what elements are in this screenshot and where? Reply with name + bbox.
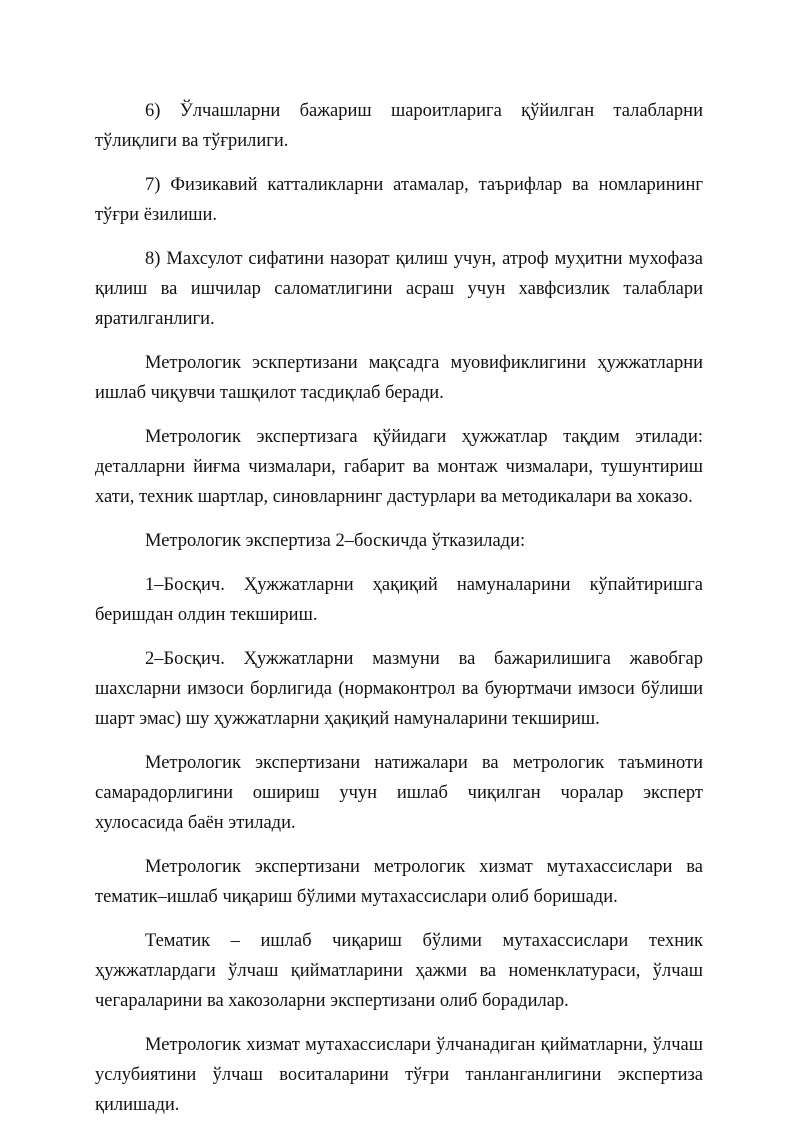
paragraph-requirement-6: 6) Ўлчашларни бажариш шароитларига қўйилган талабларни тўлиқлиги ва тўғрилиги. (95, 101, 703, 151)
paragraph-results: Метрологик экспертизани натижалари ва метрологик таъминоти самарадорлигини ошириш учун ишлаб чиқилган чоралар эксперт хулосасида баён этилади. (95, 753, 703, 833)
paragraph-requirement-8: 8) Махсулот сифатини назорат қилиш учун, атроф муҳитни мухофаза қилиш ва ишчилар саломатлигини асраш учун хавфсизлик талаблари яратилганлиги. (95, 249, 703, 329)
paragraph-approval: Метрологик эскпертизани мақсадга муовификлигини ҳужжатларни ишлаб чиқувчи ташқилот тасдиқлаб беради. (95, 353, 703, 403)
paragraph-stage-2: 2–Босқич. Ҳужжатларни мазмуни ва бажарилишига жавобгар шахсларни имзоси борлигида (нормаконтрол ва буюртмачи имзоси бўлиши шарт эмас) шу ҳужжатларни ҳақиқий намуналарини текшириш. (95, 649, 703, 729)
document-page (95, 96, 703, 1134)
paragraph-metrology-service: Метрологик хизмат мутахассислари ўлчанадиган қийматларни, ўлчаш услубиятини ўлчаш воситаларини тўғри танланганлигини экспертиза қилишади. (95, 1035, 703, 1115)
paragraph-thematic-department: Тематик – ишлаб чиқариш бўлими мутахассислари техник ҳужжатлардаги ўлчаш қийматларини ҳажми ва номенклатураси, ўлчаш чегараларини ва хакозоларни экспертизани олиб борадилар. (95, 931, 703, 1011)
paragraph-submitted-documents: Метрологик экспертизага қўйидаги ҳужжатлар тақдим этилади: деталларни йиғма чизмалари, габарит ва монтаж чизмалари, тушунтириш хати, техник шартлар, синовларнинг дастурлари ва методикалари ва хоказо. (95, 427, 703, 507)
paragraph-stages-intro: Метрологик экспертиза 2–боскичда ўтказилади: (145, 531, 526, 551)
paragraph-stage-1: 1–Босқич. Ҳужжатларни ҳақиқий намуналарини кўпайтиришга беришдан олдин текшириш. (95, 575, 703, 625)
paragraph-specialists: Метрологик экспертизани метрологик хизмат мутахассислари ва тематик–ишлаб чиқариш бўлими мутахассислари олиб боришади. (95, 857, 703, 907)
paragraph-requirement-7: 7) Физикавий катталикларни атамалар, таърифлар ва номларининг тўғри ёзилиши. (95, 175, 703, 225)
